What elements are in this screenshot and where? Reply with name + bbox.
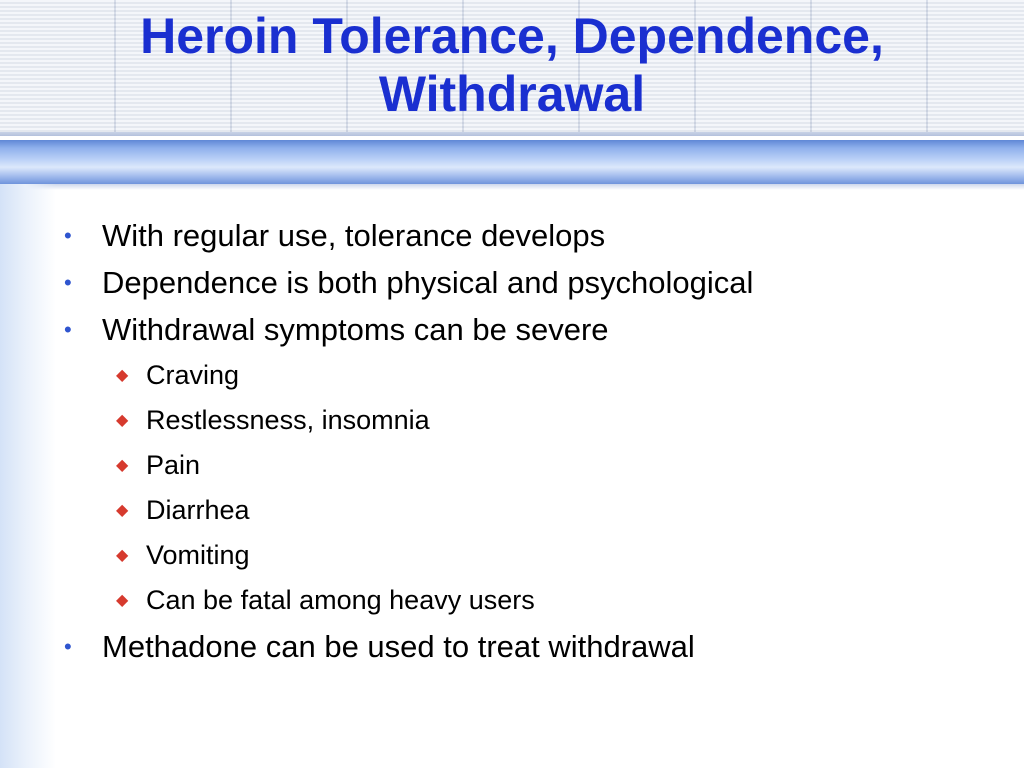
- bullet-item: [0, 212, 1024, 259]
- diamond-bullet-icon: ◆: [116, 502, 129, 519]
- bullet-text: Methadone can be used to treat withdrawal: [102, 629, 695, 664]
- sub-bullet-item: [0, 443, 1024, 488]
- sub-bullet-item: [0, 578, 1024, 623]
- sub-bullet-text: Craving: [146, 360, 240, 390]
- bullet-item: [0, 623, 1024, 670]
- bullet-text: With regular use, tolerance develops: [102, 218, 606, 253]
- sub-bullet-text: Diarrhea: [146, 495, 250, 525]
- bullet-dot-icon: •: [64, 223, 72, 248]
- bullet-list: [0, 212, 1024, 670]
- blue-gradient-band: [0, 140, 1024, 184]
- sub-bullet-text: Can be fatal among heavy users: [146, 585, 535, 615]
- bullet-text: Dependence is both physical and psychological: [102, 265, 754, 300]
- sub-bullet-item: [0, 398, 1024, 443]
- sub-bullet-item: [0, 353, 1024, 398]
- diamond-bullet-icon: ◆: [116, 412, 129, 429]
- sub-bullet-text: Vomiting: [146, 540, 250, 570]
- bullet-item: [0, 259, 1024, 306]
- slide-title-line-2: Withdrawal: [378, 66, 646, 122]
- diamond-bullet-icon: ◆: [116, 592, 129, 609]
- diamond-bullet-icon: ◆: [116, 457, 129, 474]
- diamond-bullet-icon: ◆: [116, 367, 129, 384]
- bullet-text: Withdrawal symptoms can be severe: [102, 312, 609, 347]
- bullet-dot-icon: •: [64, 634, 72, 659]
- bullet-item: [0, 306, 1024, 353]
- diamond-bullet-icon: ◆: [116, 547, 129, 564]
- slide-title-line-1: Heroin Tolerance, Dependence,: [140, 8, 884, 64]
- bullet-dot-icon: •: [64, 270, 72, 295]
- sub-bullet-item: [0, 533, 1024, 578]
- sub-bullet-text: Restlessness, insomnia: [146, 405, 430, 435]
- sub-bullet-text: Pain: [146, 450, 201, 480]
- slide-title: [0, 0, 1024, 123]
- sub-bullet-item: [0, 488, 1024, 533]
- bullet-dot-icon: •: [64, 317, 72, 342]
